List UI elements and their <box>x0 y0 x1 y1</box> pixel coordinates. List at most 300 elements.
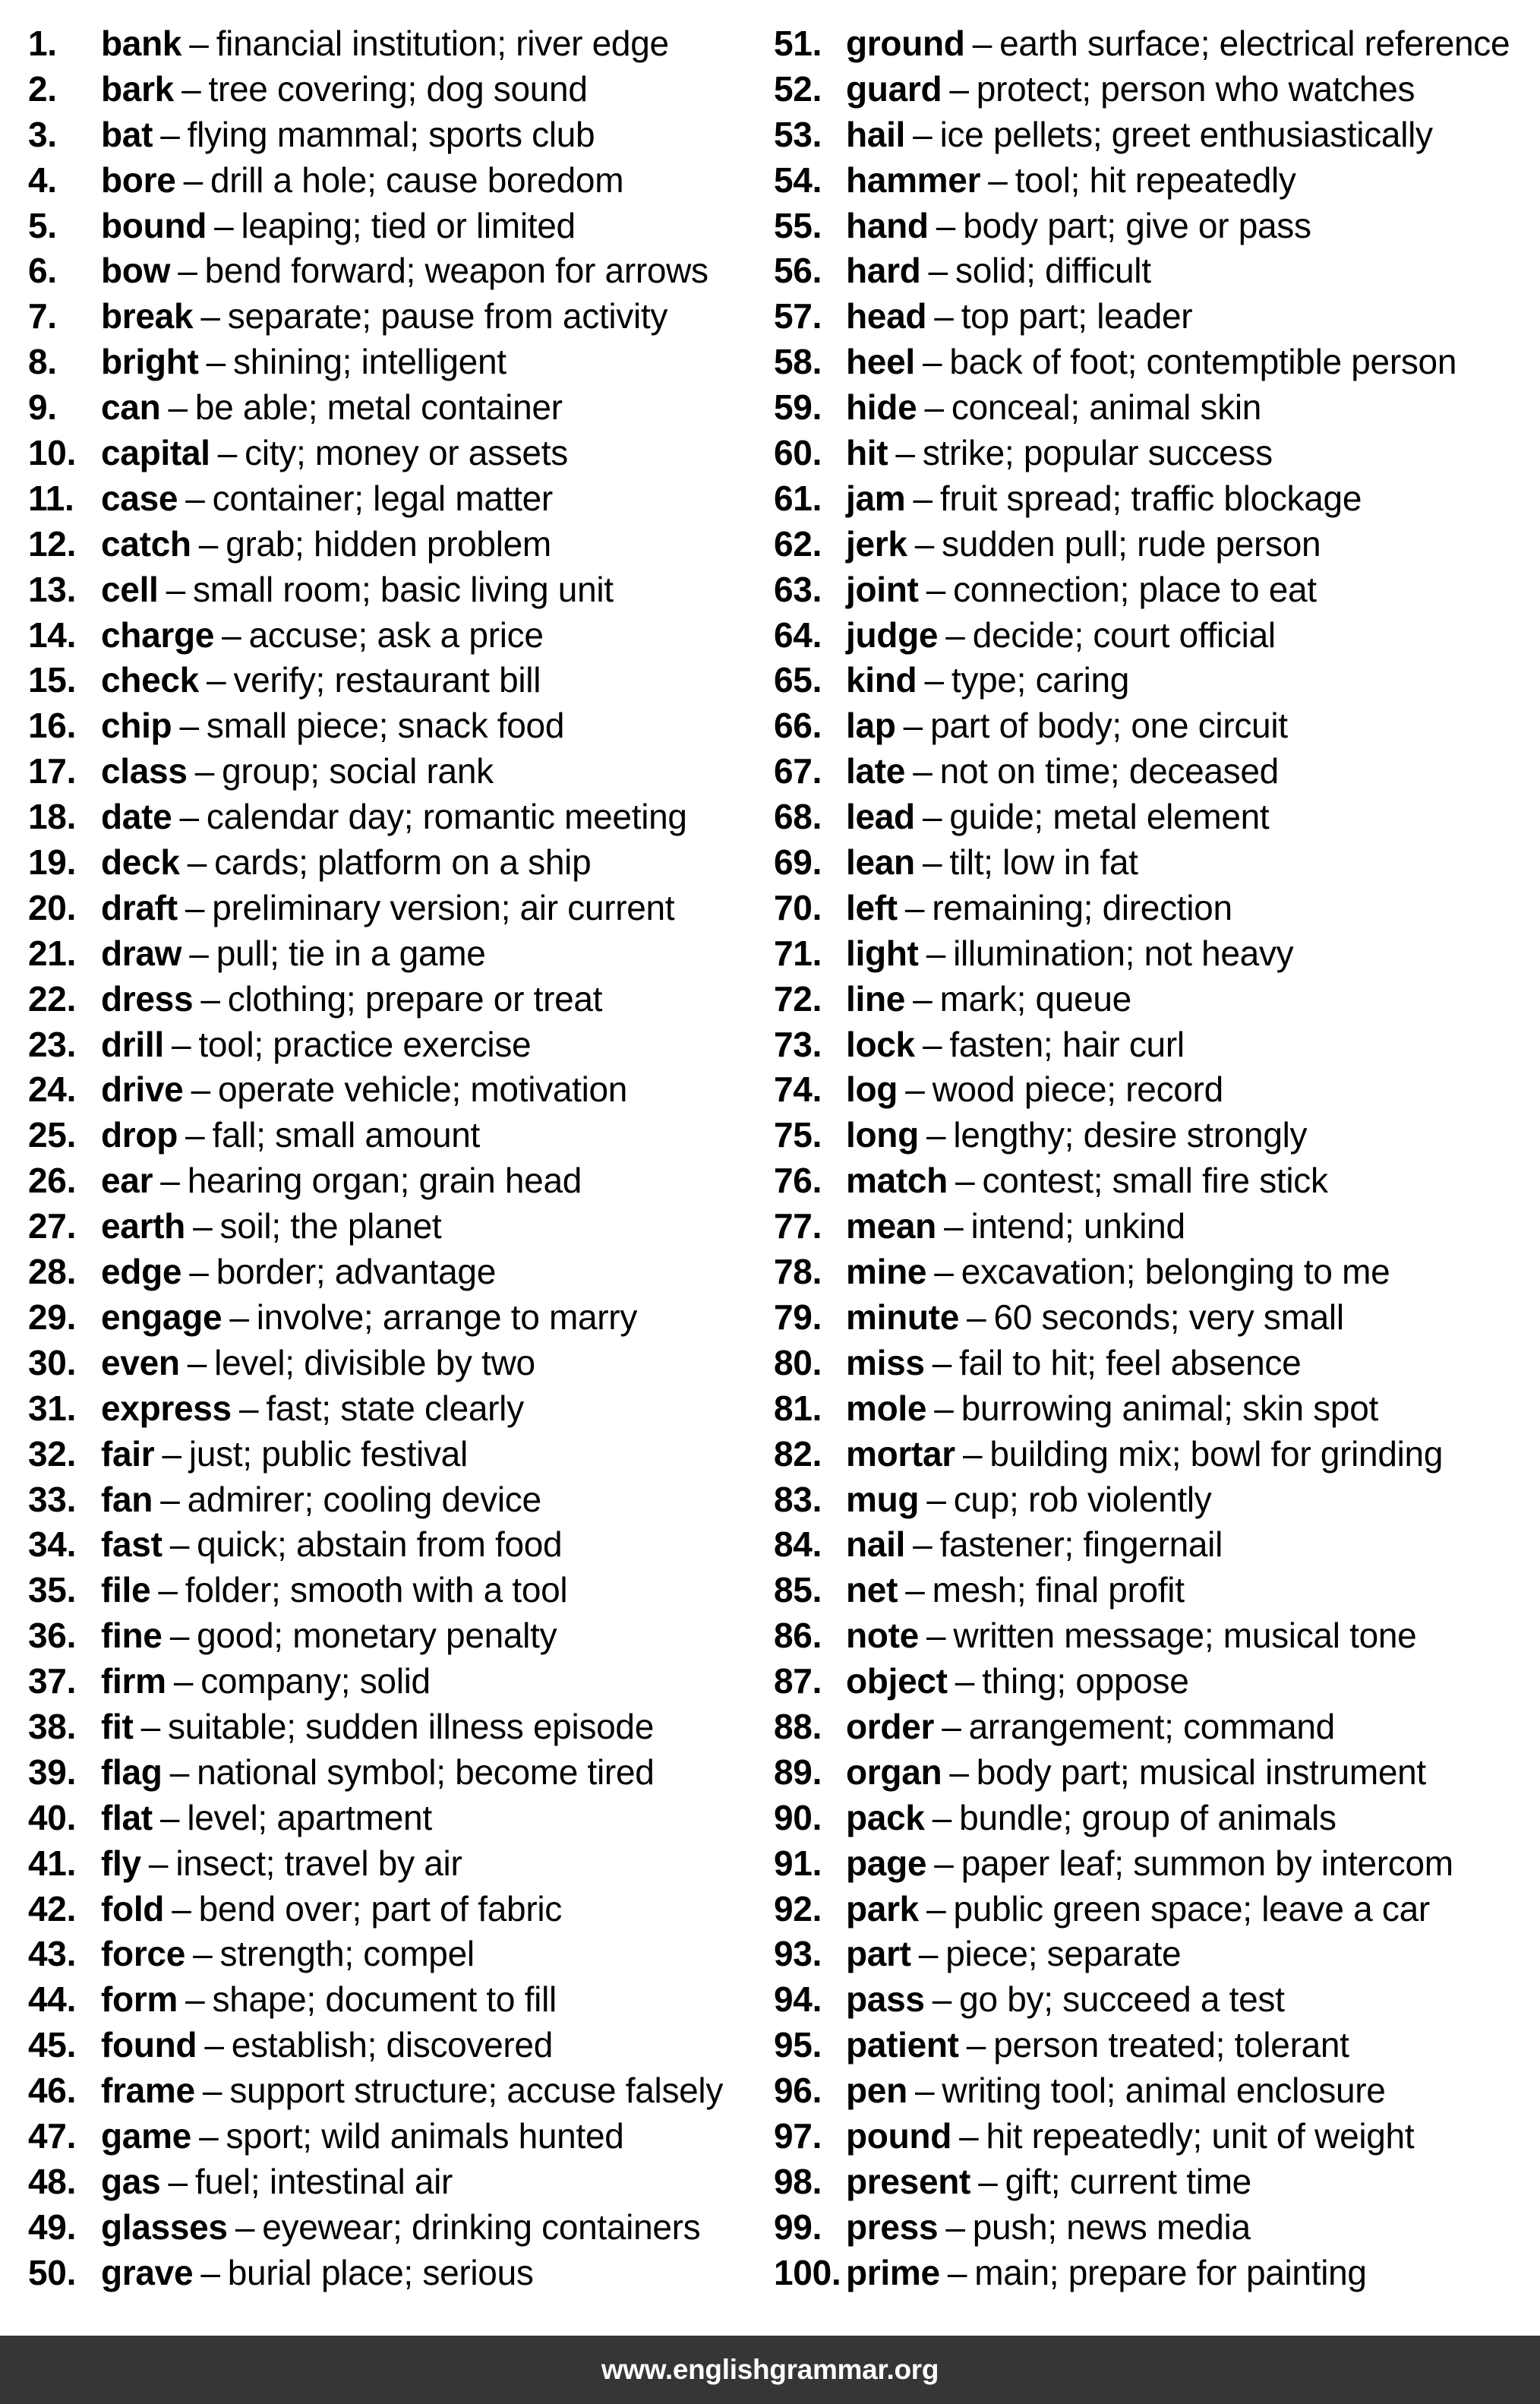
item-definition: burrowing animal; skin spot <box>961 1388 1378 1428</box>
list-item <box>28 2205 757 2251</box>
item-number: 65. <box>774 660 822 700</box>
item-word: mortar <box>846 1433 955 1474</box>
item-separator: – <box>198 523 219 564</box>
item-word: hand <box>846 205 929 245</box>
list-item <box>774 1932 1533 1977</box>
item-number: 95. <box>774 2025 822 2065</box>
item-definition: just; public festival <box>188 1433 468 1474</box>
item-separator: – <box>949 1752 969 1792</box>
item-word: hammer <box>846 160 981 200</box>
list-item <box>774 1841 1533 1887</box>
list-item <box>774 248 1533 294</box>
item-word: fast <box>101 1524 163 1565</box>
list-item <box>774 2205 1533 2251</box>
list-item <box>28 2068 757 2114</box>
item-word: joint <box>846 569 919 609</box>
item-separator: – <box>193 1206 213 1246</box>
item-word: dress <box>101 978 194 1019</box>
item-separator: – <box>934 1843 954 1883</box>
item-separator: – <box>903 706 923 746</box>
item-number: 51. <box>774 24 822 63</box>
item-number: 87. <box>774 1661 822 1701</box>
item-definition: building mix; bowl for grinding <box>989 1433 1444 1474</box>
footer-site-label: www.englishgrammar.org <box>601 2354 939 2385</box>
item-definition: thing; oppose <box>982 1661 1189 1701</box>
item-number: 80. <box>774 1342 822 1382</box>
item-separator: – <box>967 1297 986 1337</box>
item-number: 37. <box>28 1661 77 1701</box>
list-item <box>28 1977 757 2023</box>
list-item <box>774 886 1533 931</box>
list-item <box>774 1341 1533 1386</box>
list-item <box>28 385 757 431</box>
item-definition: illumination; not heavy <box>953 933 1294 973</box>
item-word: drive <box>101 1069 184 1110</box>
list-item <box>28 1659 757 1704</box>
item-definition: admirer; cooling device <box>187 1479 541 1519</box>
item-definition: gift; current time <box>1005 2161 1251 2201</box>
item-separator: – <box>181 68 201 109</box>
item-number: 73. <box>774 1024 822 1064</box>
item-number: 100. <box>774 2252 841 2292</box>
list-item <box>774 2114 1533 2159</box>
item-number: 97. <box>774 2115 822 2156</box>
item-separator: – <box>189 933 209 973</box>
item-definition: clothing; prepare or treat <box>227 978 603 1019</box>
item-definition: container; legal matter <box>212 478 553 518</box>
item-separator: – <box>169 1752 189 1792</box>
item-word: line <box>846 978 906 1019</box>
item-number: 10. <box>28 433 77 473</box>
item-word: cell <box>101 569 159 609</box>
item-definition: person treated; tolerant <box>993 2025 1349 2065</box>
item-definition: small piece; snack food <box>206 706 565 746</box>
item-word: flat <box>101 1797 153 1837</box>
list-item <box>774 658 1533 703</box>
item-definition: support structure; accuse falsely <box>229 2071 724 2111</box>
list-item <box>28 1067 757 1113</box>
item-number: 21. <box>28 933 77 973</box>
item-definition: preliminary version; air current <box>212 887 675 927</box>
item-number: 49. <box>28 2207 77 2247</box>
list-item <box>774 476 1533 522</box>
item-number: 59. <box>774 387 822 428</box>
list-item <box>774 431 1533 476</box>
item-word: edge <box>101 1252 182 1292</box>
item-separator: – <box>162 1433 181 1474</box>
item-number: 47. <box>28 2115 77 2156</box>
item-definition: arrangement; command <box>968 1706 1335 1746</box>
item-number: 45. <box>28 2025 77 2065</box>
item-word: fan <box>101 1479 153 1519</box>
item-definition: 60 seconds; very small <box>993 1297 1344 1337</box>
item-definition: pull; tie in a game <box>216 933 486 973</box>
item-word: bark <box>101 68 174 109</box>
item-separator: – <box>928 251 948 291</box>
item-definition: fail to hit; feel absence <box>959 1342 1302 1382</box>
item-number: 79. <box>774 1297 822 1337</box>
item-word: page <box>846 1843 927 1883</box>
item-number: 6. <box>28 251 57 291</box>
item-word: jerk <box>846 523 907 564</box>
item-number: 42. <box>28 1888 77 1929</box>
item-word: prime <box>846 2252 940 2292</box>
item-separator: – <box>932 1342 952 1382</box>
item-definition: soil; the planet <box>219 1206 442 1246</box>
item-definition: financial institution; river edge <box>216 24 669 63</box>
item-separator: – <box>934 1252 954 1292</box>
item-word: drop <box>101 1115 178 1155</box>
list-item <box>774 840 1533 886</box>
list-item <box>774 1295 1533 1341</box>
item-number: 82. <box>774 1433 822 1474</box>
item-number: 83. <box>774 1479 822 1519</box>
item-number: 44. <box>28 1979 77 2020</box>
item-number: 24. <box>28 1069 77 1110</box>
item-number: 16. <box>28 706 77 746</box>
item-word: lock <box>846 1024 915 1064</box>
item-word: patient <box>846 2025 959 2065</box>
item-word: gas <box>101 2161 161 2201</box>
list-item <box>28 1341 757 1386</box>
item-definition: earth surface; electrical reference <box>999 24 1510 63</box>
item-separator: – <box>235 2207 255 2247</box>
item-definition: verify; restaurant bill <box>233 660 541 700</box>
item-definition: body part; give or pass <box>963 205 1311 245</box>
item-word: miss <box>846 1342 925 1382</box>
item-definition: calendar day; romantic meeting <box>206 797 687 837</box>
item-definition: remaining; direction <box>932 887 1232 927</box>
list-item <box>28 840 757 886</box>
item-separator: – <box>207 660 226 700</box>
list-item <box>28 2023 757 2068</box>
item-definition: involve; arrange to marry <box>256 1297 638 1337</box>
item-word: late <box>846 751 906 791</box>
item-separator: – <box>187 842 207 883</box>
item-definition: ice pellets; greet enthusiastically <box>939 114 1433 154</box>
item-number: 72. <box>774 978 822 1019</box>
list-item <box>774 1659 1533 1704</box>
item-separator: – <box>173 1661 194 1701</box>
list-item <box>774 1249 1533 1295</box>
item-word: minute <box>846 1297 959 1337</box>
list-item <box>774 794 1533 840</box>
item-word: organ <box>846 1752 942 1792</box>
item-number: 50. <box>28 2252 77 2292</box>
item-definition: hearing organ; grain head <box>187 1161 582 1201</box>
item-definition: strength; compel <box>219 1934 475 1974</box>
item-number: 94. <box>774 1979 822 2020</box>
item-separator: – <box>202 2071 222 2111</box>
item-separator: – <box>171 1024 191 1064</box>
list-item <box>774 1158 1533 1204</box>
list-item <box>774 21 1533 67</box>
list-item <box>774 2068 1533 2114</box>
list-item <box>774 2159 1533 2205</box>
item-number: 27. <box>28 1206 77 1246</box>
item-definition: connection; place to eat <box>953 569 1317 609</box>
item-number: 20. <box>28 887 77 927</box>
item-definition: insect; travel by air <box>175 1843 462 1883</box>
item-definition: strike; popular success <box>922 433 1273 473</box>
item-number: 62. <box>774 523 822 564</box>
item-word: draft <box>101 887 178 927</box>
item-word: bow <box>101 251 171 291</box>
item-word: catch <box>101 523 191 564</box>
item-separator: – <box>140 1706 160 1746</box>
item-definition: fastener; fingernail <box>939 1524 1223 1565</box>
item-definition: group; social rank <box>222 751 494 791</box>
item-word: case <box>101 478 178 518</box>
item-separator: – <box>955 1661 975 1701</box>
list-item <box>28 1613 757 1659</box>
item-word: pound <box>846 2115 951 2156</box>
list-item <box>774 977 1533 1022</box>
list-item <box>774 2023 1533 2068</box>
item-separator: – <box>913 114 933 154</box>
list-item <box>774 67 1533 112</box>
item-number: 61. <box>774 478 822 518</box>
list-item <box>28 886 757 931</box>
item-word: mole <box>846 1388 927 1428</box>
item-separator: – <box>944 1206 964 1246</box>
item-separator: – <box>978 2161 998 2201</box>
item-definition: flying mammal; sports club <box>187 114 595 154</box>
item-definition: back of foot; contemptible person <box>949 342 1457 382</box>
item-word: found <box>101 2025 197 2065</box>
item-definition: city; money or assets <box>245 433 568 473</box>
item-definition: shape; document to fill <box>212 1979 557 2020</box>
item-number: 14. <box>28 614 77 655</box>
item-definition: folder; smooth with a tool <box>185 1570 568 1610</box>
item-number: 88. <box>774 1706 822 1746</box>
item-separator: – <box>913 751 933 791</box>
item-number: 84. <box>774 1524 822 1565</box>
item-word: chip <box>101 706 172 746</box>
item-word: press <box>846 2207 939 2247</box>
item-separator: – <box>169 1616 189 1656</box>
list-item <box>28 1704 757 1750</box>
item-word: flag <box>101 1752 163 1792</box>
item-word: break <box>101 296 194 336</box>
item-definition: lengthy; desire strongly <box>953 1115 1308 1155</box>
list-item <box>774 158 1533 204</box>
list-item <box>28 248 757 294</box>
item-separator: – <box>229 1297 249 1337</box>
item-number: 93. <box>774 1934 822 1974</box>
item-separator: – <box>932 1797 952 1837</box>
item-definition: be able; metal container <box>194 387 563 428</box>
item-word: drill <box>101 1024 164 1064</box>
item-separator: – <box>166 569 185 609</box>
list-item <box>774 1477 1533 1523</box>
item-word: force <box>101 1934 185 1974</box>
item-word: express <box>101 1388 232 1428</box>
list-item <box>28 21 757 67</box>
list-item <box>774 931 1533 977</box>
item-number: 32. <box>28 1433 77 1474</box>
item-number: 74. <box>774 1069 822 1110</box>
item-separator: – <box>914 523 935 564</box>
item-number: 68. <box>774 797 822 837</box>
item-separator: – <box>913 478 933 518</box>
list-item <box>28 1568 757 1613</box>
item-definition: sudden pull; rude person <box>942 523 1321 564</box>
list-item <box>774 749 1533 794</box>
item-number: 18. <box>28 797 77 837</box>
item-separator: – <box>922 342 942 382</box>
item-number: 11. <box>28 478 74 518</box>
list-item <box>28 567 757 613</box>
word-list <box>0 21 1540 2315</box>
item-separator: – <box>206 342 226 382</box>
item-number: 92. <box>774 1888 822 1929</box>
list-item <box>28 1750 757 1796</box>
item-word: jam <box>846 478 906 518</box>
item-separator: – <box>905 1069 925 1110</box>
list-item <box>28 1477 757 1523</box>
item-word: fine <box>101 1616 163 1656</box>
item-definition: not on time; deceased <box>939 751 1279 791</box>
item-number: 75. <box>774 1115 822 1155</box>
list-item <box>774 703 1533 749</box>
item-word: pen <box>846 2071 907 2111</box>
item-definition: grab; hidden problem <box>226 523 551 564</box>
item-separator: – <box>947 2252 967 2292</box>
word-list-column-right <box>774 21 1533 2296</box>
item-definition: part of body; one circuit <box>930 706 1288 746</box>
list-item <box>774 1204 1533 1249</box>
item-separator: – <box>169 1524 190 1565</box>
item-number: 54. <box>774 160 822 200</box>
item-word: mug <box>846 1479 920 1519</box>
item-definition: piece; separate <box>945 1934 1182 1974</box>
item-word: pack <box>846 1797 925 1837</box>
item-definition: type; caring <box>951 660 1130 700</box>
item-number: 2. <box>28 68 57 109</box>
item-word: file <box>101 1570 151 1610</box>
list-item <box>28 294 757 340</box>
item-number: 43. <box>28 1934 77 1974</box>
item-word: hard <box>846 251 921 291</box>
item-separator: – <box>185 887 205 927</box>
item-word: guard <box>846 68 942 109</box>
item-definition: mark; queue <box>939 978 1131 1019</box>
item-definition: accuse; ask a price <box>248 614 544 655</box>
item-number: 63. <box>774 569 822 609</box>
item-word: charge <box>101 614 215 655</box>
item-separator: – <box>936 205 956 245</box>
item-definition: go by; succeed a test <box>959 1979 1285 2020</box>
item-word: capital <box>101 433 210 473</box>
item-separator: – <box>895 433 915 473</box>
item-word: frame <box>101 2071 195 2111</box>
item-word: check <box>101 660 199 700</box>
item-number: 78. <box>774 1252 822 1292</box>
item-separator: – <box>926 1616 946 1656</box>
item-definition: cup; rob violently <box>953 1479 1212 1519</box>
item-definition: guide; metal element <box>949 797 1270 837</box>
item-word: lead <box>846 797 915 837</box>
list-item <box>28 1022 757 1068</box>
list-item <box>28 1841 757 1887</box>
item-definition: protect; person who watches <box>976 68 1415 109</box>
list-item <box>774 1568 1533 1613</box>
list-item <box>28 2159 757 2205</box>
item-word: glasses <box>101 2207 228 2247</box>
list-item <box>28 749 757 794</box>
item-word: fly <box>101 1843 141 1883</box>
list-item <box>28 1796 757 1841</box>
item-separator: – <box>922 797 942 837</box>
item-number: 31. <box>28 1388 77 1428</box>
list-item <box>28 522 757 567</box>
item-definition: fall; small amount <box>212 1115 481 1155</box>
item-definition: body part; musical instrument <box>976 1752 1426 1792</box>
item-number: 81. <box>774 1388 822 1428</box>
item-separator: – <box>172 1888 191 1929</box>
item-number: 96. <box>774 2071 822 2111</box>
item-definition: fasten; hair curl <box>949 1024 1185 1064</box>
list-item <box>28 1932 757 1977</box>
item-word: left <box>846 887 898 927</box>
list-item <box>28 658 757 703</box>
item-word: log <box>846 1069 898 1110</box>
item-definition: fruit spread; traffic blockage <box>939 478 1362 518</box>
list-item <box>28 158 757 204</box>
item-separator: – <box>222 614 241 655</box>
item-word: grave <box>101 2252 194 2292</box>
item-separator: – <box>168 387 188 428</box>
item-separator: – <box>942 1706 961 1746</box>
item-word: ground <box>846 24 965 63</box>
item-separator: – <box>187 1342 207 1382</box>
item-word: lean <box>846 842 915 883</box>
item-word: order <box>846 1706 935 1746</box>
item-separator: – <box>932 1979 952 2020</box>
item-number: 41. <box>28 1843 77 1883</box>
item-number: 8. <box>28 342 57 382</box>
list-item <box>774 1067 1533 1113</box>
list-item <box>774 1977 1533 2023</box>
item-number: 4. <box>28 160 57 200</box>
item-separator: – <box>217 433 238 473</box>
item-definition: tool; hit repeatedly <box>1015 160 1296 200</box>
item-word: part <box>846 1934 911 1974</box>
item-word: bright <box>101 342 199 382</box>
item-separator: – <box>955 1161 975 1201</box>
item-number: 33. <box>28 1479 77 1519</box>
list-item <box>774 567 1533 613</box>
item-separator: – <box>185 1979 205 2020</box>
footer-bar <box>0 2336 1540 2404</box>
item-definition: contest; small fire stick <box>982 1161 1328 1201</box>
item-number: 15. <box>28 660 77 700</box>
list-item <box>774 385 1533 431</box>
item-definition: main; prepare for painting <box>974 2252 1367 2292</box>
item-separator: – <box>904 887 925 927</box>
list-item <box>28 340 757 385</box>
item-number: 19. <box>28 842 77 883</box>
item-separator: – <box>926 1888 946 1929</box>
list-item <box>774 1796 1533 1841</box>
item-number: 30. <box>28 1342 77 1382</box>
item-word: light <box>846 933 919 973</box>
item-word: hide <box>846 387 917 428</box>
item-separator: – <box>945 614 965 655</box>
item-word: bank <box>101 24 182 63</box>
item-separator: – <box>200 2252 220 2292</box>
